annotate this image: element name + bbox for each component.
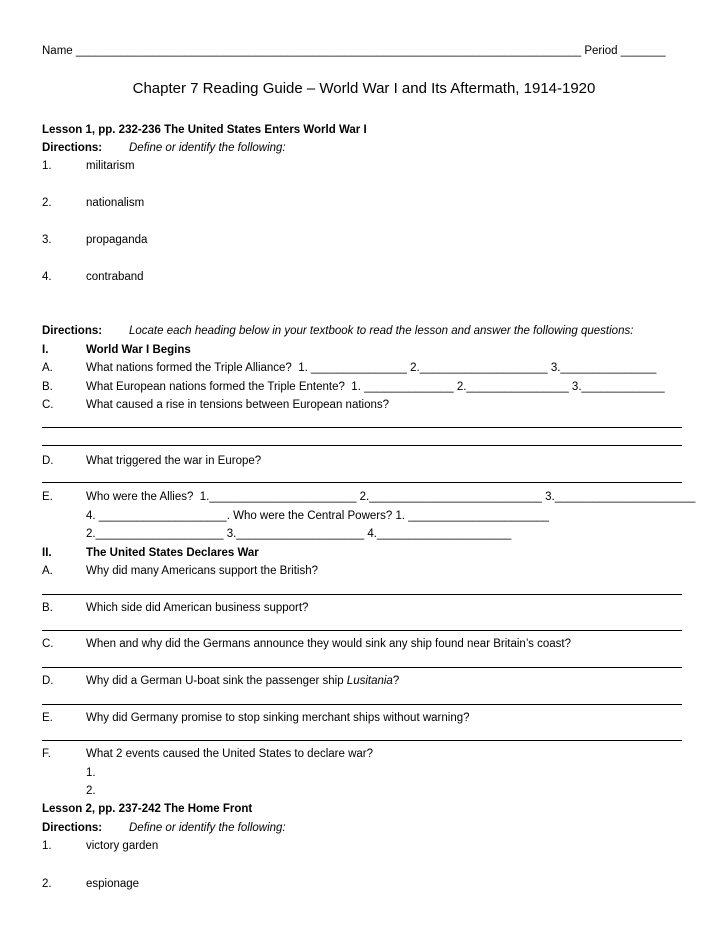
question-letter: B. [42, 602, 53, 614]
term-number: 1. [42, 160, 52, 172]
question-support-british: Why did many Americans support the British? [86, 565, 319, 577]
term-militarism: militarism [86, 160, 135, 172]
answer-line [42, 667, 682, 668]
answer-line [42, 740, 682, 741]
question-letter: C. [42, 399, 54, 411]
section2-title: The United States Declares War [86, 547, 259, 559]
section1-title: World War I Begins [86, 344, 191, 356]
answer-line [42, 630, 682, 631]
question-letter: D. [42, 455, 54, 467]
question-central-powers: 4. ____________________. Who were the Central Powers? 1. ______________________ [86, 510, 549, 522]
answer-item-number: 2. [86, 785, 96, 797]
lesson2-heading: Lesson 2, pp. 237-242 The Home Front [42, 803, 253, 815]
directions2-text: Locate each heading below in your textbook to read the lesson and answer the following questions: [129, 325, 634, 337]
answer-item-number: 1. [86, 767, 96, 779]
answer-line [42, 445, 682, 446]
question-war-trigger: What triggered the war in Europe? [86, 455, 262, 467]
ship-name-lusitania: Lusitania [346, 675, 393, 687]
question-central-powers-cont: 2.____________________ 3.____________________ 4._____________________ [86, 528, 512, 540]
lesson2-directions-label: Directions: [42, 822, 103, 834]
question-letter: E. [42, 491, 53, 503]
term-number: 3. [42, 234, 52, 246]
question-tensions: What caused a rise in tensions between European nations? [86, 399, 390, 411]
term-number: 2. [42, 878, 52, 890]
question-business-support: Which side did American business support? [86, 602, 309, 614]
question-german-announcement: When and why did the Germans announce they would sink any ship found near Britain’s coast? [86, 638, 571, 650]
term-number: 1. [42, 840, 52, 852]
term-number: 2. [42, 197, 52, 209]
question-letter: F. [42, 748, 51, 760]
question-letter: E. [42, 712, 53, 724]
lesson2-directions-text: Define or identify the following: [129, 822, 286, 834]
question-letter: A. [42, 362, 53, 374]
term-victory-garden: victory garden [86, 840, 159, 852]
page-title: Chapter 7 Reading Guide – World War I and Its Aftermath, 1914-1920 [132, 80, 596, 97]
lesson1-directions-text: Define or identify the following: [129, 142, 286, 154]
question-triple-entente: What European nations formed the Triple Entente? 1. ______________ 2.________________ 3._____________ [86, 381, 665, 393]
question-lusitania [86, 674, 399, 688]
answer-line [42, 482, 682, 483]
term-espionage: espionage [86, 878, 140, 890]
answer-line [42, 704, 682, 705]
question-letter: A. [42, 565, 53, 577]
question-lusitania-text: Why did a German U-boat sink the passenger ship [86, 675, 347, 687]
term-nationalism: nationalism [86, 197, 145, 209]
question-triple-alliance: What nations formed the Triple Alliance? 1. _______________ 2.____________________ 3._______________ [86, 362, 657, 374]
question-letter: D. [42, 675, 54, 687]
question-germany-promise: Why did Germany promise to stop sinking merchant ships without warning? [86, 712, 470, 724]
question-letter: C. [42, 638, 54, 650]
section2-number: II. [42, 547, 52, 559]
answer-line [42, 594, 682, 595]
question-allies: Who were the Allies? 1._______________________ 2.___________________________ 3.______________________ [86, 491, 696, 503]
answer-line [42, 427, 682, 428]
question-mark: ? [392, 675, 400, 687]
section1-number: I. [42, 344, 49, 356]
term-propaganda: propaganda [86, 234, 148, 246]
term-number: 4. [42, 271, 52, 283]
question-letter: B. [42, 381, 53, 393]
directions2-label: Directions: [42, 325, 103, 337]
name-period-line: Name _______________________________________________________________________________ Period _______ [42, 45, 666, 57]
lesson1-heading: Lesson 1, pp. 232-236 The United States Enters World War I [42, 124, 367, 136]
question-declare-war: What 2 events caused the United States to declare war? [86, 748, 374, 760]
term-contraband: contraband [86, 271, 144, 283]
lesson1-directions-label: Directions: [42, 142, 103, 154]
